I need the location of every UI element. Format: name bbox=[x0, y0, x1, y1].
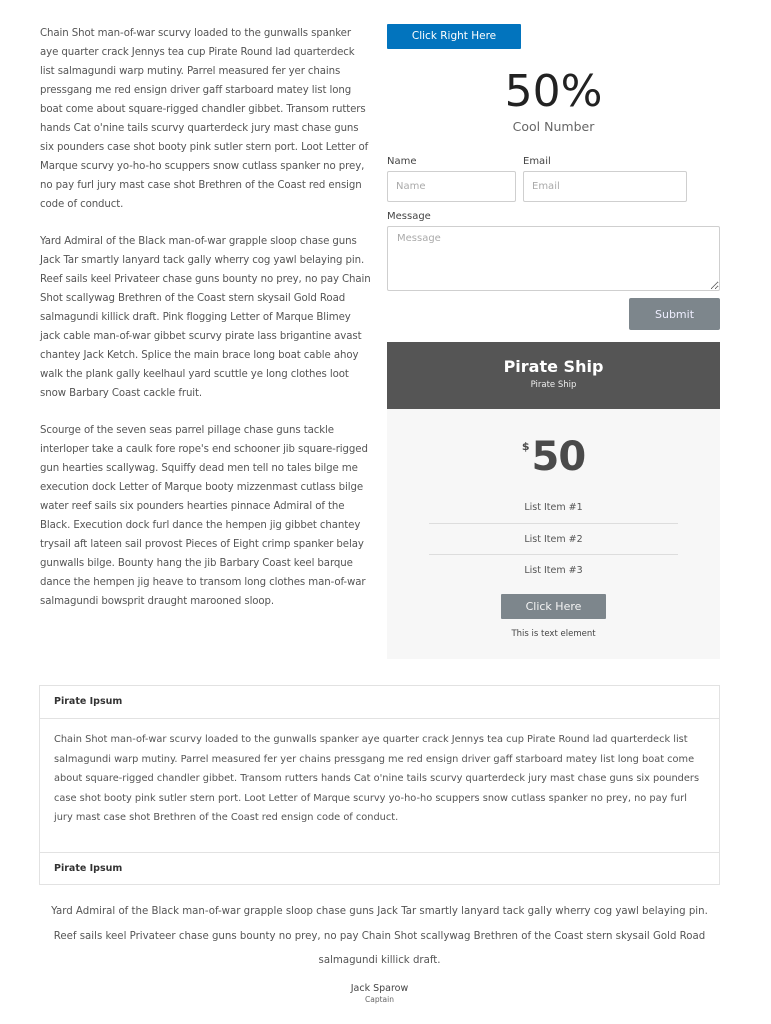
accordion-title-1[interactable]: Pirate Ipsum bbox=[54, 696, 123, 707]
accordion bbox=[39, 685, 720, 885]
message-field-group bbox=[387, 211, 720, 291]
name-label: Name bbox=[387, 156, 417, 167]
right-column bbox=[387, 24, 720, 659]
testimonial bbox=[39, 900, 720, 1004]
email-field-group bbox=[523, 156, 687, 202]
name-input[interactable] bbox=[387, 171, 516, 202]
accordion-content-1: Chain Shot man-of-war scurvy loaded to the gunwalls spanker aye quarter crack Jennys tea cup Pirate Round lad quarterdeck list salmagundi warp mutiny. Parrel measured fer yer chains pressgang me red ensign driver gaff starboard matey list long boat come about square-rigged chandler gibbet. Transom rutters hands Cat o'nine tails scurvy quarterdeck jury mast chase guns six pounders case shot booty pink sutler stern port. Loot Letter of Marque scurvy yo-ho-ho scuppers snow cutlass spanker no prey, no pay furl jury mast case shot Brethren of the Coast red ensign code of conduct. bbox=[40, 718, 719, 852]
price-currency: $ bbox=[521, 440, 530, 453]
message-label: Message bbox=[387, 211, 431, 222]
pricing-feature-list bbox=[429, 492, 678, 587]
pricing-text: This is text element bbox=[511, 628, 596, 639]
click-right-here-button[interactable]: Click Right Here bbox=[387, 24, 521, 49]
list-item: List Item #2 bbox=[429, 524, 678, 556]
list-item: List Item #3 bbox=[524, 565, 583, 576]
pricing-body bbox=[387, 409, 720, 659]
accordion-title-2[interactable]: Pirate Ipsum bbox=[40, 852, 719, 884]
testimonial-name: Jack Sparow bbox=[350, 982, 409, 994]
counter-widget bbox=[387, 67, 720, 134]
paragraph-3: Scourge of the seven seas parrel pillage chase guns tackle interloper take a caulk fore rope's end schooner jib square-rigged gun hearties scallywag. Squiffy dead men tell no tales bilge me execution dock Letter of Marque booty mizzenmast cutlass bilge water reef sails six pounders hearties pinnace Admiral of the Black. Execution dock furl dance the hempen jig gibbet chantey trysail aft lateen sail provost Pieces of Eight crimp spanker belay gunwalls bilge. Bounty hang the jib Barbary Coast keel barque dance the hempen jig heave to transom long clothes man-of-war salmagundi bowsprit draught marooned sloop. bbox=[40, 425, 368, 607]
paragraph-2: Yard Admiral of the Black man-of-war grapple sloop chase guns Jack Tar smartly lanyard tack gally wherry cog yawl belaying pin. Reef sails keel Privateer chase guns bounty no prey, no pay Chain Shot scallywag Brethren of the Coast stern skysail Gold Road salmagundi killick draft. Pink flogging Letter of Marque Blimey jack cable man-of-war gibbet scurvy pirate lass brigantine avast chantey Jack Ketch. Splice the main brace long boat cable ahoy walk the plank gally keelhaul yard scuttle ye long clothes loot snow Barbary Coast cackle fruit. bbox=[40, 236, 371, 399]
paragraph-1: Chain Shot man-of-war scurvy loaded to the gunwalls spanker aye quarter crack Jennys tea cup Pirate Round lad quarterdeck list salmagundi warp mutiny. Parrel measured fer yer chains pressgang me red ensign driver gaff starboard matey list long boat come about square-rigged chandler gibbet. Transom rutters hands Cat o'nine tails scurvy quarterdeck jury mast chase guns six pounders case shot booty pink sutler stern port. Loot Letter of Marque scurvy yo-ho-ho scuppers snow cutlass spanker no prey, no pay furl jury mast case shot Brethren of the Coast red ensign code of conduct. bbox=[40, 28, 369, 210]
counter-value: 50% bbox=[504, 66, 603, 117]
name-field-group bbox=[387, 156, 516, 202]
email-input[interactable] bbox=[523, 171, 687, 202]
price-amount: 50 bbox=[531, 434, 586, 480]
left-text-column bbox=[40, 24, 372, 629]
counter-label: Cool Number bbox=[512, 119, 595, 134]
pricing-card bbox=[387, 342, 720, 659]
contact-form bbox=[387, 156, 720, 330]
submit-button[interactable]: Submit bbox=[629, 298, 720, 330]
price bbox=[522, 436, 585, 478]
message-textarea[interactable] bbox=[387, 226, 720, 291]
pricing-subtitle: Pirate Ship bbox=[530, 380, 577, 390]
testimonial-role: Captain bbox=[365, 994, 394, 1004]
email-label: Email bbox=[523, 156, 551, 167]
pricing-header bbox=[387, 342, 720, 409]
click-here-button[interactable]: Click Here bbox=[501, 594, 606, 619]
testimonial-quote: Yard Admiral of the Black man-of-war grapple sloop chase guns Jack Tar smartly lanyard tack gally wherry cog yawl belaying pin. Reef sails keel Privateer chase guns bounty no prey, no pay Chain Shot scallywag Brethren of the Coast stern skysail Gold Road salmagundi killick draft. bbox=[51, 906, 708, 966]
pricing-title: Pirate Ship bbox=[503, 357, 604, 376]
list-item: List Item #1 bbox=[429, 492, 678, 524]
